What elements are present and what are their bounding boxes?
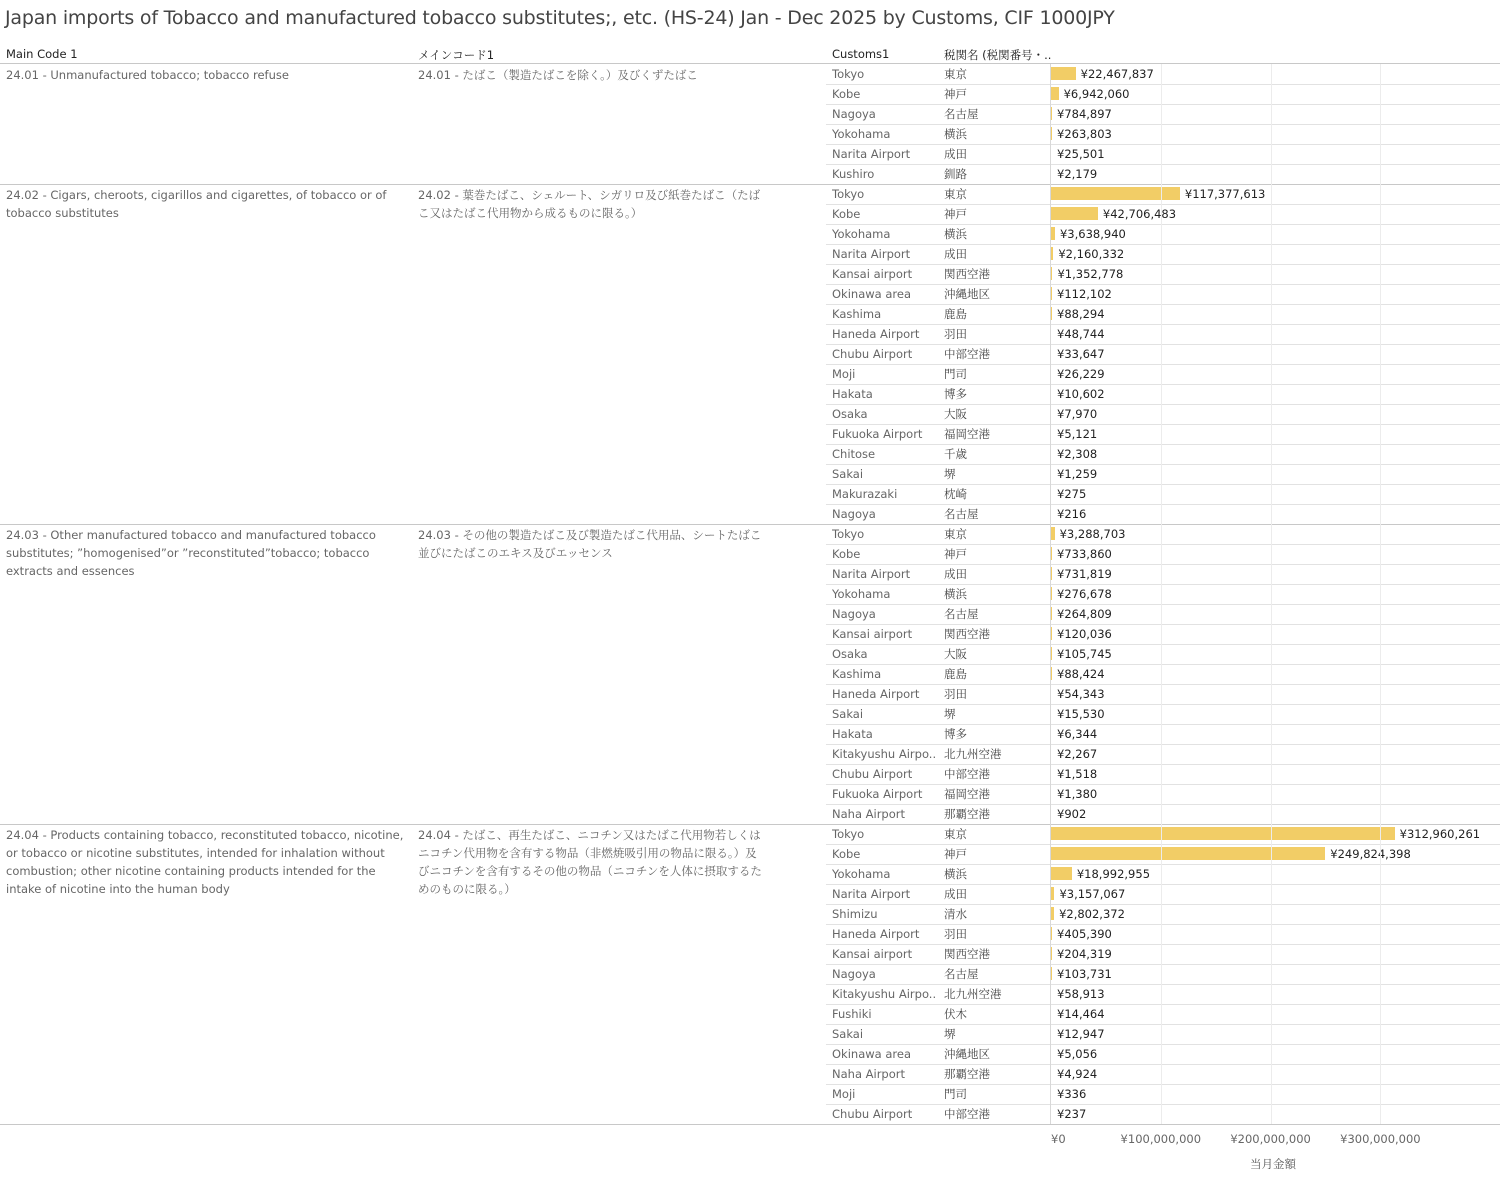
x-axis-title: 当月金額 bbox=[1250, 1157, 1296, 1171]
customs-name: Shimizu bbox=[832, 907, 878, 921]
group-divider bbox=[0, 184, 1500, 185]
data-label: ¥237 bbox=[1057, 1107, 1087, 1121]
customs-name: Nagoya bbox=[832, 607, 876, 621]
customs-name: Tokyo bbox=[832, 187, 865, 201]
header-customs-jp: 税関名 (税関番号・.. bbox=[944, 48, 1052, 62]
customs-name: Narita Airport bbox=[832, 567, 911, 581]
data-label: ¥120,036 bbox=[1057, 627, 1112, 641]
data-label: ¥405,390 bbox=[1057, 927, 1112, 941]
customs-name-jp: 横浜 bbox=[944, 227, 967, 241]
customs-name-jp: 枕崎 bbox=[944, 487, 967, 501]
data-label: ¥48,744 bbox=[1057, 327, 1105, 341]
customs-name: Naha Airport bbox=[832, 807, 906, 821]
bar-tokyo bbox=[1051, 527, 1055, 540]
data-label: ¥204,319 bbox=[1057, 947, 1112, 961]
customs-name: Yokohama bbox=[832, 127, 891, 141]
customs-name-jp: 神戸 bbox=[944, 207, 967, 221]
customs-name-jp: 名古屋 bbox=[944, 607, 979, 621]
data-label: ¥6,942,060 bbox=[1063, 87, 1130, 101]
customs-name: Kobe bbox=[832, 207, 861, 221]
customs-name-jp: 中部空港 bbox=[944, 1107, 990, 1121]
customs-name: Chubu Airport bbox=[832, 767, 913, 781]
data-label: ¥276,678 bbox=[1057, 587, 1112, 601]
data-label: ¥2,267 bbox=[1057, 747, 1098, 761]
customs-name-jp: 東京 bbox=[944, 827, 967, 841]
customs-name-jp: 中部空港 bbox=[944, 767, 990, 781]
group-code-jp: 24.03 - その他の製造たばこ及び製造たばこ代用品、シートたばこ並びにたばこのエキス及びエッセンス bbox=[418, 528, 762, 560]
data-label: ¥22,467,837 bbox=[1080, 67, 1154, 81]
customs-name: Fushiki bbox=[832, 1007, 872, 1021]
data-label: ¥88,424 bbox=[1057, 667, 1105, 681]
data-label: ¥249,824,398 bbox=[1330, 847, 1411, 861]
data-label: ¥7,970 bbox=[1057, 407, 1098, 421]
data-label: ¥263,803 bbox=[1057, 127, 1112, 141]
customs-name-jp: 名古屋 bbox=[944, 967, 979, 981]
bar-yokohama bbox=[1051, 867, 1072, 880]
customs-name: Narita Airport bbox=[832, 147, 911, 161]
bar-tokyo bbox=[1051, 67, 1076, 80]
customs-name: Nagoya bbox=[832, 967, 876, 981]
customs-name-jp: 羽田 bbox=[944, 687, 967, 701]
customs-name-jp: 沖縄地区 bbox=[944, 287, 990, 301]
customs-name: Chitose bbox=[832, 447, 876, 461]
data-label: ¥2,308 bbox=[1057, 447, 1098, 461]
bar-narita-airport bbox=[1051, 887, 1054, 900]
data-label: ¥6,344 bbox=[1057, 727, 1098, 741]
data-label: ¥312,960,261 bbox=[1399, 827, 1481, 841]
data-label: ¥733,860 bbox=[1057, 547, 1112, 561]
x-tick-label: ¥200,000,000 bbox=[1230, 1132, 1311, 1146]
data-label: ¥15,530 bbox=[1057, 707, 1105, 721]
customs-name: Osaka bbox=[832, 407, 868, 421]
bar-tokyo bbox=[1051, 827, 1395, 840]
data-label: ¥33,647 bbox=[1057, 347, 1105, 361]
bar-kobe bbox=[1051, 87, 1059, 100]
customs-name-jp: 大阪 bbox=[944, 647, 967, 661]
header-main-code: Main Code 1 bbox=[6, 47, 78, 61]
bar-narita-airport bbox=[1051, 567, 1052, 580]
x-gridline bbox=[1380, 64, 1381, 1124]
customs-name: Kansai airport bbox=[832, 947, 913, 961]
customs-name-jp: 神戸 bbox=[944, 847, 967, 861]
header-divider bbox=[0, 63, 1500, 64]
customs-name: Kashima bbox=[832, 307, 882, 321]
customs-name-jp: 門司 bbox=[944, 1087, 967, 1101]
customs-name: Kobe bbox=[832, 847, 861, 861]
data-label: ¥58,913 bbox=[1057, 987, 1105, 1001]
bar-kansai-airport bbox=[1051, 267, 1052, 280]
data-label: ¥336 bbox=[1057, 1087, 1087, 1101]
group-code-jp: 24.01 - たばこ（製造たばこを除く。）及びくずたばこ bbox=[418, 68, 698, 82]
customs-name: Kitakyushu Airpo.. bbox=[832, 987, 937, 1001]
customs-name-jp: 千歳 bbox=[944, 447, 967, 461]
customs-name-jp: 横浜 bbox=[944, 867, 967, 881]
customs-name: Kushiro bbox=[832, 167, 875, 181]
customs-name-jp: 東京 bbox=[944, 67, 967, 81]
customs-name: Okinawa area bbox=[832, 1047, 911, 1061]
customs-name: Yokohama bbox=[832, 867, 891, 881]
customs-name-jp: 博多 bbox=[944, 387, 967, 401]
customs-name: Sakai bbox=[832, 707, 864, 721]
customs-name-jp: 東京 bbox=[944, 527, 967, 541]
customs-name: Narita Airport bbox=[832, 887, 911, 901]
customs-name-jp: 清水 bbox=[944, 907, 967, 921]
customs-name-jp: 成田 bbox=[944, 887, 967, 901]
customs-name-jp: 横浜 bbox=[944, 127, 967, 141]
bar-narita-airport bbox=[1051, 247, 1053, 260]
customs-name-jp: 那覇空港 bbox=[944, 1067, 990, 1081]
customs-name: Hakata bbox=[832, 387, 873, 401]
customs-name-jp: 鹿島 bbox=[944, 307, 967, 321]
group-code: 24.01 - Unmanufactured tobacco; tobacco refuse bbox=[6, 68, 289, 82]
customs-name: Tokyo bbox=[832, 67, 865, 81]
customs-name-jp: 羽田 bbox=[944, 327, 967, 341]
customs-name: Kansai airport bbox=[832, 627, 913, 641]
customs-name-jp: 名古屋 bbox=[944, 107, 979, 121]
customs-name: Yokohama bbox=[832, 587, 891, 601]
data-label: ¥18,992,955 bbox=[1076, 867, 1151, 881]
data-label: ¥25,501 bbox=[1057, 147, 1105, 161]
customs-name-jp: 神戸 bbox=[944, 87, 967, 101]
data-label: ¥3,157,067 bbox=[1059, 887, 1126, 901]
customs-name-jp: 横浜 bbox=[944, 587, 967, 601]
bar-yokohama bbox=[1051, 227, 1055, 240]
table-bottom-rule bbox=[0, 1124, 1500, 1125]
data-label: ¥1,380 bbox=[1057, 787, 1098, 801]
data-label: ¥105,745 bbox=[1057, 647, 1112, 661]
customs-name-jp: 堺 bbox=[944, 707, 956, 721]
customs-name: Chubu Airport bbox=[832, 1107, 913, 1121]
data-label: ¥5,121 bbox=[1057, 427, 1098, 441]
customs-name-jp: 鹿島 bbox=[944, 667, 967, 681]
data-label: ¥26,229 bbox=[1057, 367, 1105, 381]
customs-name-jp: 堺 bbox=[944, 1027, 956, 1041]
data-label: ¥54,343 bbox=[1057, 687, 1105, 701]
customs-name: Moji bbox=[832, 367, 856, 381]
customs-name-jp: 博多 bbox=[944, 727, 967, 741]
customs-name-jp: 福岡空港 bbox=[944, 427, 990, 441]
data-label: ¥117,377,613 bbox=[1184, 187, 1266, 201]
bar-kobe bbox=[1051, 547, 1052, 560]
customs-name-jp: 羽田 bbox=[944, 927, 967, 941]
data-label: ¥10,602 bbox=[1057, 387, 1105, 401]
customs-name: Haneda Airport bbox=[832, 687, 920, 701]
customs-name-jp: 神戸 bbox=[944, 547, 967, 561]
customs-name-jp: 門司 bbox=[944, 367, 967, 381]
customs-name-jp: 那覇空港 bbox=[944, 807, 990, 821]
customs-name: Makurazaki bbox=[832, 487, 898, 501]
customs-name: Moji bbox=[832, 1087, 856, 1101]
data-label: ¥103,731 bbox=[1057, 967, 1112, 981]
group-divider bbox=[0, 524, 1500, 525]
customs-name: Kashima bbox=[832, 667, 882, 681]
customs-name: Fukuoka Airport bbox=[832, 427, 923, 441]
x-tick-label: ¥300,000,000 bbox=[1340, 1132, 1421, 1146]
group-code: 24.03 - Other manufactured tobacco and manufactured tobacco substitutes; ”homogenised”or ”reconstituted”tobacco; tobacco extracts and essences bbox=[6, 528, 376, 578]
customs-name-jp: 中部空港 bbox=[944, 347, 990, 361]
customs-name-jp: 北九州空港 bbox=[944, 987, 1002, 1001]
data-label: ¥902 bbox=[1057, 807, 1087, 821]
data-label: ¥2,802,372 bbox=[1059, 907, 1125, 921]
customs-name-jp: 成田 bbox=[944, 567, 967, 581]
customs-name: Chubu Airport bbox=[832, 347, 913, 361]
data-label: ¥88,294 bbox=[1057, 307, 1105, 321]
x-tick-label: ¥100,000,000 bbox=[1120, 1132, 1202, 1146]
customs-name: Haneda Airport bbox=[832, 327, 920, 341]
customs-name: Naha Airport bbox=[832, 1067, 906, 1081]
customs-name-jp: 成田 bbox=[944, 147, 967, 161]
customs-name-jp: 伏木 bbox=[944, 1007, 967, 1021]
data-label: ¥3,638,940 bbox=[1059, 227, 1126, 241]
header-customs: Customs1 bbox=[832, 47, 890, 61]
customs-name: Narita Airport bbox=[832, 247, 911, 261]
header-main-code-jp: メインコード1 bbox=[418, 48, 495, 62]
customs-name: Kansai airport bbox=[832, 267, 913, 281]
customs-name: Yokohama bbox=[832, 227, 891, 241]
bar-kobe bbox=[1051, 207, 1098, 220]
customs-name-jp: 沖縄地区 bbox=[944, 1047, 990, 1061]
customs-name-jp: 関西空港 bbox=[944, 267, 990, 281]
group-divider bbox=[0, 824, 1500, 825]
customs-name: Tokyo bbox=[832, 527, 865, 541]
bar-kobe bbox=[1051, 847, 1325, 860]
customs-name-jp: 関西空港 bbox=[944, 947, 990, 961]
data-label: ¥216 bbox=[1057, 507, 1087, 521]
data-label: ¥4,924 bbox=[1057, 1067, 1098, 1081]
x-gridline bbox=[1161, 64, 1162, 1124]
data-label: ¥2,179 bbox=[1057, 167, 1098, 181]
data-label: ¥2,160,332 bbox=[1058, 247, 1125, 261]
x-tick-label: ¥0 bbox=[1051, 1132, 1066, 1146]
customs-name-jp: 大阪 bbox=[944, 407, 967, 421]
data-label: ¥275 bbox=[1057, 487, 1087, 501]
data-label: ¥1,518 bbox=[1057, 767, 1098, 781]
chart-title: Japan imports of Tobacco and manufactured tobacco substitutes;, etc. (HS-24) Jan - Dec 2025 by Customs, CIF 1000JPY bbox=[5, 7, 1115, 29]
customs-name: Kobe bbox=[832, 547, 861, 561]
customs-name: Hakata bbox=[832, 727, 873, 741]
data-label: ¥5,056 bbox=[1057, 1047, 1098, 1061]
customs-name: Haneda Airport bbox=[832, 927, 920, 941]
data-label: ¥3,288,703 bbox=[1059, 527, 1126, 541]
data-label: ¥731,819 bbox=[1057, 567, 1112, 581]
data-label: ¥1,259 bbox=[1057, 467, 1098, 481]
data-label: ¥264,809 bbox=[1057, 607, 1112, 621]
customs-name: Sakai bbox=[832, 1027, 864, 1041]
customs-name: Kobe bbox=[832, 87, 861, 101]
data-label: ¥784,897 bbox=[1057, 107, 1112, 121]
data-label: ¥112,102 bbox=[1057, 287, 1112, 301]
x-gridline bbox=[1271, 64, 1272, 1124]
group-code: 24.04 - Products containing tobacco, reconstituted tobacco, nicotine, or tobacco or nicotine substitutes, intended for inhalation without combustion; other nicotine containing products intended for the intake of nicotine into the human body bbox=[6, 828, 404, 896]
customs-name-jp: 堺 bbox=[944, 467, 956, 481]
customs-name-jp: 東京 bbox=[944, 187, 967, 201]
customs-name: Okinawa area bbox=[832, 287, 911, 301]
bar-nagoya bbox=[1051, 107, 1052, 120]
group-code-jp: 24.04 - たばこ、再生たばこ、ニコチン又はたばこ代用物若しくはニコチン代用物を含有する物品（非燃焼吸引用の物品に限る。）及びニコチンを含有するその他の物品（ニコチンを人体に摂取するためのものに限る。） bbox=[418, 828, 762, 896]
customs-name: Nagoya bbox=[832, 107, 876, 121]
data-label: ¥42,706,483 bbox=[1102, 207, 1177, 221]
customs-name-jp: 成田 bbox=[944, 247, 967, 261]
x-axis-baseline bbox=[1050, 64, 1051, 1124]
data-label: ¥14,464 bbox=[1057, 1007, 1105, 1021]
customs-name: Tokyo bbox=[832, 827, 865, 841]
customs-name-jp: 名古屋 bbox=[944, 507, 979, 521]
customs-name-jp: 釧路 bbox=[944, 167, 967, 181]
customs-name-jp: 北九州空港 bbox=[944, 747, 1002, 761]
customs-name: Fukuoka Airport bbox=[832, 787, 923, 801]
data-label: ¥12,947 bbox=[1057, 1027, 1105, 1041]
group-code-jp: 24.02 - 葉巻たばこ、シェルート、シガリロ及び紙巻たばこ（たばこ又はたばこ代用物から成るものに限る。） bbox=[418, 188, 761, 220]
customs-name: Kitakyushu Airpo.. bbox=[832, 747, 937, 761]
data-label: ¥1,352,778 bbox=[1057, 267, 1124, 281]
customs-name: Sakai bbox=[832, 467, 864, 481]
bar-shimizu bbox=[1051, 907, 1054, 920]
group-code: 24.02 - Cigars, cheroots, cigarillos and cigarettes, of tobacco or of tobacco substitutes bbox=[6, 188, 387, 220]
customs-name-jp: 関西空港 bbox=[944, 627, 990, 641]
customs-name-jp: 福岡空港 bbox=[944, 787, 990, 801]
customs-name: Nagoya bbox=[832, 507, 876, 521]
customs-name: Osaka bbox=[832, 647, 868, 661]
